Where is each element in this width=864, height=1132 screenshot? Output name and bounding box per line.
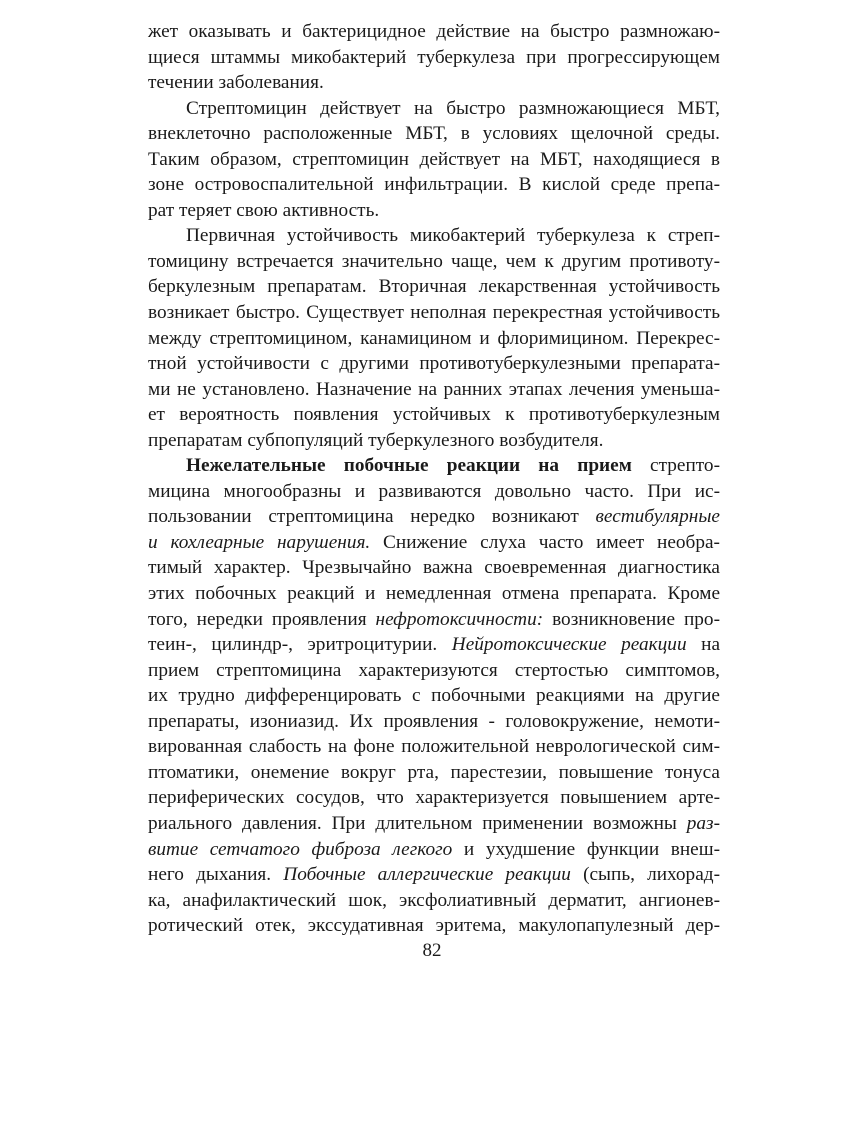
body-text: [148, 19, 720, 939]
text-line: [148, 607, 720, 633]
text-line: [148, 45, 720, 71]
text-segment: мицина многообразны и развиваются довольно часто. При ис-: [148, 480, 720, 502]
text-segment: Снижение слуха часто имеет необра-: [370, 531, 720, 553]
text-segment: теин-, цилиндр-, эритроцитурии.: [148, 634, 452, 656]
text-segment: ет вероятность появления устойчивых к противотуберкулезным: [148, 404, 720, 426]
text-segment: препаратам субпопуляций туберкулезного возбудителя.: [148, 429, 604, 451]
text-segment: ми не установлено. Назначение на ранних этапах лечения уменьша-: [148, 378, 720, 400]
text-line: [148, 249, 720, 275]
italic-text: Нейротоксические реакции: [451, 634, 687, 656]
text-segment: на: [686, 634, 721, 656]
italic-text: вестибулярные: [595, 506, 720, 528]
text-line: [148, 734, 720, 760]
text-segment: этих побочных реакций и немедленная отмена препарата. Кроме: [148, 583, 720, 605]
text-line: [148, 19, 720, 45]
text-segment: Таким образом, стрептомицин действует на МБТ, находящиеся в: [148, 148, 720, 170]
text-line: [148, 223, 720, 249]
text-segment: возникновение про-: [543, 608, 720, 630]
italic-text: витие сетчатого фиброза легкого: [148, 838, 453, 860]
bold-text: Нежелательные побочные реакции на прием: [186, 455, 632, 477]
italic-text: и кохлеарные нарушения.: [148, 531, 371, 553]
text-line: [148, 377, 720, 403]
text-line: [148, 96, 720, 122]
text-line: [148, 913, 720, 939]
text-segment: тимый характер. Чрезвычайно важна своевременная диагностика: [148, 557, 720, 579]
text-segment: тной устойчивости с другими противотуберкулезными препарата-: [148, 353, 720, 375]
text-line: [148, 837, 720, 863]
text-segment: риального давления. При длительном применении возможны: [148, 812, 687, 834]
italic-text: Побочные аллергические реакции: [283, 864, 571, 886]
text-segment: ка, анафилактический шок, эксфолиативный дерматит, ангионев-: [148, 889, 720, 911]
text-segment: внеклеточно расположенные МБТ, в условиях щелочной среды.: [148, 123, 720, 145]
text-line: [148, 198, 720, 224]
text-segment: и ухудшение функции внеш-: [452, 838, 720, 860]
text-segment: щиеся штаммы микобактерий туберкулеза при прогрессирующем: [148, 46, 720, 68]
text-segment: ротический отек, экссудативная эритема, макулопапулезный дер-: [148, 915, 720, 937]
text-segment: пользовании стрептомицина нередко возникают: [148, 506, 596, 528]
text-segment: между стрептомицином, канамицином и флоримицином. Перекрес-: [148, 327, 720, 349]
text-segment: препараты, изониазид. Их проявления - головокружение, немоти-: [148, 710, 720, 732]
text-line: [148, 147, 720, 173]
text-segment: их трудно дифференцировать с побочными реакциями на другие: [148, 685, 720, 707]
text-segment: томицину встречается значительно чаще, чем к другим противоту-: [148, 250, 720, 272]
text-line: [148, 274, 720, 300]
text-line: [148, 862, 720, 888]
italic-text: нефротоксичности:: [375, 608, 544, 630]
text-line: [148, 300, 720, 326]
text-segment: рат теряет свою активность.: [148, 199, 380, 221]
text-line: [148, 428, 720, 454]
text-line: [148, 709, 720, 735]
text-line: [148, 888, 720, 914]
text-line: [148, 172, 720, 198]
text-segment: Стрептомицин действует на быстро размножающиеся МБТ,: [186, 97, 720, 119]
text-line: [148, 555, 720, 581]
text-line: [148, 811, 720, 837]
text-segment: вированная слабость на фоне положительной неврологической сим-: [148, 736, 720, 758]
text-segment: прием стрептомицина характеризуются стертостью симптомов,: [148, 659, 720, 681]
text-segment: (сыпь, лихорад-: [570, 864, 720, 886]
text-line: [148, 581, 720, 607]
text-segment: птоматики, онемение вокруг рта, парестезии, повышение тонуса: [148, 761, 720, 783]
italic-text: раз-: [686, 812, 720, 834]
text-line: [148, 760, 720, 786]
text-line: [148, 70, 720, 96]
text-segment: периферических сосудов, что характеризуется повышением арте-: [148, 787, 720, 809]
text-line: [148, 351, 720, 377]
text-segment: него дыхания.: [148, 864, 284, 886]
text-line: [148, 326, 720, 352]
text-line: [148, 658, 720, 684]
text-segment: Первичная устойчивость микобактерий туберкулеза к стреп-: [186, 225, 720, 247]
text-line: [148, 402, 720, 428]
text-segment: течении заболевания.: [148, 72, 324, 94]
text-line: [148, 530, 720, 556]
text-line: [148, 453, 720, 479]
text-line: [148, 632, 720, 658]
page-number: 82: [422, 940, 442, 961]
text-segment: того, нередки проявления: [148, 608, 376, 630]
text-segment: зоне островоспалительной инфильтрации. В кислой среде препа-: [148, 174, 720, 196]
text-segment: жет оказывать и бактерицидное действие на быстро размножаю-: [148, 21, 720, 42]
text-line: [148, 504, 720, 530]
text-line: [148, 683, 720, 709]
text-line: [148, 121, 720, 147]
text-line: [148, 479, 720, 505]
text-segment: беркулезным препаратам. Вторичная лекарственная устойчивость: [148, 276, 720, 298]
text-segment: стрепто-: [631, 455, 720, 477]
text-line: [148, 785, 720, 811]
text-segment: возникает быстро. Существует неполная перекрестная устойчивость: [148, 302, 720, 324]
